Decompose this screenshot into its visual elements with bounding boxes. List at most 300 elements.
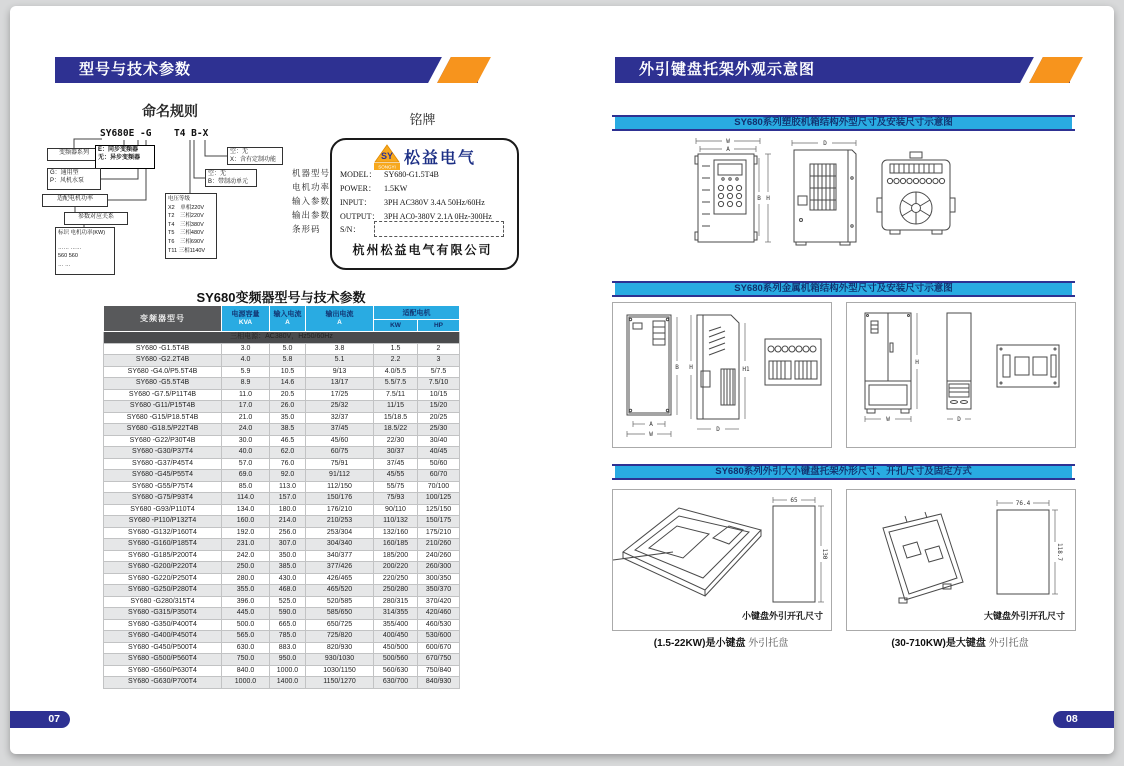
param-map-label: 参数对应关系 (77, 214, 114, 220)
table-row (104, 435, 460, 447)
table-cell: 38.5 (270, 424, 306, 436)
table-row (104, 619, 460, 631)
table-cell: 350.0 (270, 550, 306, 562)
table-cell: SY680 -G37/P45T4 (104, 458, 222, 470)
table-cell: 300/350 (418, 573, 460, 585)
table-cell: 21.0 (222, 412, 270, 424)
table-cell: 75/93 (374, 493, 418, 505)
nameplate-side-label: 机器型号 (292, 168, 331, 178)
table-cell: 176/210 (306, 504, 374, 516)
table-cell: 820/930 (306, 642, 374, 654)
nameplate-side-label: 条形码 (292, 224, 321, 234)
voltage-option: T2 三相220V (168, 213, 204, 220)
table-cell: 930/1030 (306, 654, 374, 666)
power-supply-note-row (104, 332, 460, 344)
table-row (104, 608, 460, 620)
naming-box-series-label: 变频器系列 (58, 150, 89, 156)
table-cell: 7.5/11 (374, 389, 418, 401)
table-row (104, 665, 460, 677)
sync-option-none: 无：异步变频器 (98, 154, 141, 161)
table-cell: 5.5/7.5 (374, 378, 418, 390)
nameplate-row-input (340, 197, 510, 210)
model-code-prefix: SY680E -G (100, 128, 152, 139)
table-cell: 35.0 (270, 412, 306, 424)
table-cell: 4.0 (222, 355, 270, 367)
table-cell: SY680 -G280/315T4 (104, 596, 222, 608)
table-cell: 10.5 (270, 366, 306, 378)
table-cell: 4.0/5.5 (374, 366, 418, 378)
table-cell: 175/210 (418, 527, 460, 539)
svg-text:118.7: 118.7 (1056, 542, 1063, 562)
table-cell: 785.0 (270, 631, 306, 643)
table-cell: 192.0 (222, 527, 270, 539)
table-cell: 750/840 (418, 665, 460, 677)
svg-text:W: W (726, 138, 730, 145)
table-cell: SY680 -G30/P37T4 (104, 447, 222, 459)
brake-option-b: B：带制动单元 (208, 178, 249, 185)
company-name: 杭州松益电气有限公司 (352, 243, 493, 257)
voltage-option: T11 三相1140V (168, 247, 206, 254)
brake-option-none: 空：无 (208, 171, 227, 177)
table-cell: SY680 -G500/P560T4 (104, 654, 222, 666)
table-cell: 10/15 (418, 389, 460, 401)
svg-text:A: A (726, 146, 730, 153)
table-cell: 396.0 (222, 596, 270, 608)
table-cell: SY680 -P110/P132T4 (104, 516, 222, 528)
table-cell: 75/91 (306, 458, 374, 470)
column-header-output-current (306, 306, 374, 332)
table-cell: SY680 -G400/P450T4 (104, 631, 222, 643)
table-cell: 22/30 (374, 435, 418, 447)
voltage-option: T5 三相480V (168, 230, 204, 237)
model-code-suffix: T4 B-X (174, 128, 209, 139)
table-cell: SY680 -G200/P220T4 (104, 562, 222, 574)
table-cell: 2 (418, 343, 460, 355)
table-cell: 1.5 (374, 343, 418, 355)
custom-option-none: 空：无 (230, 149, 249, 155)
table-cell: SY680 -G160/P185T4 (104, 539, 222, 551)
table-cell: 134.0 (222, 504, 270, 516)
nameplate-field-label: MODEL： (340, 170, 377, 179)
table-row (104, 504, 460, 516)
table-cell: 231.0 (222, 539, 270, 551)
small-tray-caption-note: 外引托盘 (748, 638, 789, 649)
table-cell: SY680 -G315/P350T4 (104, 608, 222, 620)
nameplate-field-value: 3PH AC380V 3.4A 50Hz/60Hz (384, 198, 485, 207)
metal-chassis-wallmount-box (612, 302, 832, 448)
column-header-input-current (270, 306, 306, 332)
table-cell: 520/585 (306, 596, 374, 608)
table-row (104, 447, 460, 459)
page-number-left: 07 (10, 711, 70, 728)
table-cell: 150/175 (418, 516, 460, 528)
svg-text:A: A (649, 421, 653, 428)
table-cell: 500/560 (374, 654, 418, 666)
table-cell: SY680 -G93/P110T4 (104, 504, 222, 516)
large-tray-caption-range: (30-710KW)是大键盘 (891, 638, 986, 649)
svg-text:SY: SY (380, 151, 394, 161)
table-row (104, 539, 460, 551)
table-cell: SY680 -G4.0/P5.5T4B (104, 366, 222, 378)
table-row (104, 378, 460, 390)
custom-option-x: X：含有定制功能 (230, 156, 277, 163)
table-cell: 37/45 (306, 424, 374, 436)
table-cell: 220/250 (374, 573, 418, 585)
column-title: 输入电流 (273, 310, 302, 318)
table-cell: 91/112 (306, 470, 374, 482)
brand-name: 松益电气 (404, 150, 477, 167)
table-cell: 1000.0 (222, 677, 270, 689)
table-row (104, 343, 460, 355)
table-cell: 370/420 (418, 596, 460, 608)
table-cell: 314/355 (374, 608, 418, 620)
power-mark-row: … … (58, 261, 71, 268)
table-row (104, 573, 460, 585)
svg-text:D: D (823, 140, 827, 147)
table-cell: 450/500 (374, 642, 418, 654)
right-section-header (615, 57, 1070, 83)
table-cell: 8.9 (222, 378, 270, 390)
naming-diagram (42, 126, 294, 291)
nameplate-field-label: POWER： (340, 184, 376, 193)
table-cell: 24.0 (222, 424, 270, 436)
spec-table (103, 305, 460, 689)
power-supply-note: 三相电源：AC380V，Hz50/60Hz (104, 332, 460, 344)
table-cell: SY680 -G630/P700T4 (104, 677, 222, 689)
table-cell: 150/176 (306, 493, 374, 505)
table-row (104, 493, 460, 505)
table-cell: 650/725 (306, 619, 374, 631)
table-cell: 445.0 (222, 608, 270, 620)
table-cell: 214.0 (270, 516, 306, 528)
table-cell: 5.0 (270, 343, 306, 355)
table-cell: 840/930 (418, 677, 460, 689)
table-row (104, 355, 460, 367)
table-cell: 3.0 (222, 343, 270, 355)
table-row (104, 677, 460, 689)
spec-table-body (104, 332, 460, 689)
table-cell: SY680 -G220/P250T4 (104, 573, 222, 585)
nameplate-side-label: 输入参数 (292, 196, 331, 206)
small-keypad-tray-box (612, 489, 832, 631)
page-number-right: 08 (1053, 711, 1114, 728)
table-cell: 46.5 (270, 435, 306, 447)
table-cell: 180.0 (270, 504, 306, 516)
table-cell: 185/200 (374, 550, 418, 562)
table-cell: 11.0 (222, 389, 270, 401)
table-cell: SY680 -G22/P30T4B (104, 435, 222, 447)
table-cell: 30/37 (374, 447, 418, 459)
banner-metal-chassis: SY680系列金属机箱结构外型尺寸及安装尺寸示意图 (612, 281, 1075, 297)
table-cell: SY680 -G132/P160T4 (104, 527, 222, 539)
table-cell: 256.0 (270, 527, 306, 539)
svg-text:W: W (886, 416, 890, 423)
table-cell: 465/520 (306, 585, 374, 597)
table-cell: 40/45 (418, 447, 460, 459)
table-cell: 90/110 (374, 504, 418, 516)
plastic-bottom-fan-view-drawing (876, 150, 956, 242)
table-cell: 62.0 (270, 447, 306, 459)
table-row (104, 654, 460, 666)
plastic-front-view-drawing (688, 136, 774, 248)
table-cell: 92.0 (270, 470, 306, 482)
table-cell: 340/377 (306, 550, 374, 562)
left-section-header (55, 57, 478, 83)
table-cell: 665.0 (270, 619, 306, 631)
svg-text:D: D (716, 426, 720, 433)
spec-table-title: SY680变频器型号与技术参数 (196, 290, 366, 305)
power-mark-header: 标识 电机功率(KW) (58, 230, 106, 236)
table-cell: 460/530 (418, 619, 460, 631)
table-cell: 280/315 (374, 596, 418, 608)
table-cell: 11/15 (374, 401, 418, 413)
naming-rules-title: 命名规则 (142, 103, 198, 119)
table-cell: SY680 -G18.5/P22T4B (104, 424, 222, 436)
table-cell: SY680 -G7.5/P11T4B (104, 389, 222, 401)
table-cell: 670/750 (418, 654, 460, 666)
nameplate-row-model (340, 169, 510, 182)
metal-chassis-cabinet-box (846, 302, 1076, 448)
svg-text:76.4: 76.4 (1015, 500, 1031, 507)
table-cell: 1400.0 (270, 677, 306, 689)
column-unit: KVA (238, 318, 253, 326)
table-cell: SY680 -G450/P500T4 (104, 642, 222, 654)
svg-text:B: B (675, 364, 679, 371)
table-cell: 110/132 (374, 516, 418, 528)
table-cell: 85.0 (222, 481, 270, 493)
nameplate-side-label: 输出参数 (292, 210, 331, 220)
table-cell: 25/32 (306, 401, 374, 413)
table-row (104, 412, 460, 424)
table-cell: 60/70 (418, 470, 460, 482)
table-cell: 1000.0 (270, 665, 306, 677)
table-row (104, 389, 460, 401)
metal-wallmount-drawing (613, 303, 831, 447)
table-cell: 355/400 (374, 619, 418, 631)
svg-text:SONGYI: SONGYI (378, 164, 396, 170)
naming-box-custom-function (227, 147, 283, 165)
table-row (104, 562, 460, 574)
table-cell: 253/304 (306, 527, 374, 539)
table-cell: 160.0 (222, 516, 270, 528)
table-cell: 30.0 (222, 435, 270, 447)
column-unit: A (337, 318, 342, 326)
nameplate-field-value: SY680-G1.5T4B (384, 170, 439, 179)
large-tray-caption-note: 外引托盘 (988, 638, 1029, 649)
nameplate-title: 铭牌 (409, 112, 436, 127)
table-cell: 560/630 (374, 665, 418, 677)
banner-plastic-chassis: SY680系列塑胶机箱结构外型尺寸及安装尺寸示意图 (612, 115, 1075, 131)
table-cell: 45/60 (306, 435, 374, 447)
column-title: 输出电流 (325, 310, 354, 318)
column-unit: A (285, 318, 290, 326)
table-cell: 13/17 (306, 378, 374, 390)
table-row (104, 424, 460, 436)
table-cell: 69.0 (222, 470, 270, 482)
power-mark-row: …… …… (58, 244, 82, 251)
table-cell: 113.0 (270, 481, 306, 493)
table-cell: 590.0 (270, 608, 306, 620)
duty-option-p: P：风机水泵 (50, 177, 85, 184)
table-cell: 2.2 (374, 355, 418, 367)
table-cell: SY680 -G2.2T4B (104, 355, 222, 367)
table-row (104, 550, 460, 562)
column-header-model: 变频器型号 (104, 306, 222, 332)
table-cell: 565.0 (222, 631, 270, 643)
power-mark-row: 560 560 (58, 253, 78, 260)
svg-text:H: H (766, 195, 770, 202)
table-cell: 210/260 (418, 539, 460, 551)
table-cell: 157.0 (270, 493, 306, 505)
table-cell: 14.6 (270, 378, 306, 390)
naming-box-brake-unit (205, 169, 257, 187)
nameplate-row-power (340, 183, 510, 196)
table-cell: 350/370 (418, 585, 460, 597)
svg-text:D: D (957, 416, 961, 423)
naming-box-duty-type (47, 168, 101, 190)
table-cell: 32/37 (306, 412, 374, 424)
nameplate-field-value: 1.5KW (384, 184, 408, 193)
table-cell: 420/460 (418, 608, 460, 620)
table-cell: 20/25 (418, 412, 460, 424)
table-cell: 70/100 (418, 481, 460, 493)
table-row (104, 481, 460, 493)
large-tray-caption (846, 634, 1074, 649)
table-cell: 15/20 (418, 401, 460, 413)
table-cell: 57.0 (222, 458, 270, 470)
nameplate-side-label: 电机功率 (292, 182, 331, 192)
table-cell: 250.0 (222, 562, 270, 574)
table-cell: SY680 -G185/P200T4 (104, 550, 222, 562)
songyi-logo-icon (374, 144, 400, 171)
table-cell: 210/253 (306, 516, 374, 528)
table-cell: 40.0 (222, 447, 270, 459)
table-cell: 500.0 (222, 619, 270, 631)
left-section-title: 型号与技术参数 (79, 61, 192, 78)
table-cell: 132/160 (374, 527, 418, 539)
table-cell: 5.1 (306, 355, 374, 367)
table-cell: 200/220 (374, 562, 418, 574)
table-row (104, 596, 460, 608)
nameplate-field-label: OUTPUT： (340, 212, 380, 221)
table-cell: SY680 -G15/P18.5T4B (104, 412, 222, 424)
table-cell: 3.8 (306, 343, 374, 355)
table-cell: 883.0 (270, 642, 306, 654)
svg-text:65: 65 (790, 497, 798, 504)
table-cell: SY680 -G350/P400T4 (104, 619, 222, 631)
svg-text:H: H (915, 359, 919, 366)
table-cell: 240/260 (418, 550, 460, 562)
table-cell: 600/670 (418, 642, 460, 654)
table-cell: SY680 -G560/P630T4 (104, 665, 222, 677)
table-cell: 260/300 (418, 562, 460, 574)
banner-keypad-tray: SY680系列外引大小键盘托架外形尺寸、开孔尺寸及固定方式 (612, 464, 1075, 480)
table-cell: 280.0 (222, 573, 270, 585)
duty-option-g: G：通用型 (50, 170, 79, 176)
table-cell: 17/25 (306, 389, 374, 401)
naming-box-series (47, 148, 101, 161)
column-header-kw: KW (374, 320, 418, 332)
svg-text:H: H (689, 364, 693, 371)
plastic-side-view-drawing (786, 138, 864, 246)
serial-number-barcode-box (374, 221, 504, 237)
svg-text:H1: H1 (742, 366, 750, 373)
table-row (104, 470, 460, 482)
table-cell: 377/426 (306, 562, 374, 574)
table-row (104, 366, 460, 378)
table-row (104, 631, 460, 643)
table-cell: 25/30 (418, 424, 460, 436)
table-cell: 468.0 (270, 585, 306, 597)
table-cell: 37/45 (374, 458, 418, 470)
table-cell: 60/75 (306, 447, 374, 459)
column-header-motor-group: 适配电机 (374, 306, 460, 320)
table-row (104, 458, 460, 470)
table-cell: 5/7.5 (418, 366, 460, 378)
table-cell: 18.5/22 (374, 424, 418, 436)
voltage-option: T6 三相690V (168, 238, 204, 245)
svg-text:B: B (757, 195, 761, 202)
table-cell: 5.8 (270, 355, 306, 367)
nameplate-field-label: INPUT： (340, 198, 372, 207)
naming-box-voltage-class (165, 193, 217, 259)
column-header-hp: HP (418, 320, 460, 332)
table-cell: SY680 -G250/P280T4 (104, 585, 222, 597)
table-cell: 355.0 (222, 585, 270, 597)
table-cell: 630/700 (374, 677, 418, 689)
table-cell: 1150/1270 (306, 677, 374, 689)
table-cell: 530/600 (418, 631, 460, 643)
table-cell: 750.0 (222, 654, 270, 666)
small-tray-caption (612, 634, 830, 649)
table-cell: 840.0 (222, 665, 270, 677)
table-cell: 15/18.5 (374, 412, 418, 424)
table-cell: 400/450 (374, 631, 418, 643)
table-cell: SY680 -G1.5T4B (104, 343, 222, 355)
nameplate-field-label: S/N： (340, 225, 361, 234)
table-row (104, 585, 460, 597)
table-cell: 5.9 (222, 366, 270, 378)
metal-cabinet-drawing (847, 303, 1075, 447)
table-cell: 114.0 (222, 493, 270, 505)
naming-box-motor-power (42, 194, 108, 207)
table-cell: 100/125 (418, 493, 460, 505)
table-row (104, 516, 460, 528)
voltage-class-header: 电压等级 (168, 196, 191, 202)
naming-box-power-marks (55, 227, 115, 275)
large-tray-opening-label: 大键盘外引开孔尺寸 (983, 611, 1065, 621)
motor-power-label: 适配电机功率 (56, 196, 93, 202)
table-cell: SY680 -G75/P93T4 (104, 493, 222, 505)
table-cell: 307.0 (270, 539, 306, 551)
table-cell: 7.5/10 (418, 378, 460, 390)
large-keypad-tray-box (846, 489, 1076, 631)
table-cell: SY680 -G45/P55T4 (104, 470, 222, 482)
table-cell: 9/13 (306, 366, 374, 378)
table-cell: SY680 -G55/P75T4 (104, 481, 222, 493)
table-cell: 17.0 (222, 401, 270, 413)
table-cell: 50/60 (418, 458, 460, 470)
table-cell: 304/340 (306, 539, 374, 551)
table-cell: 20.5 (270, 389, 306, 401)
table-cell: 950.0 (270, 654, 306, 666)
table-cell: SY680 -G11/P15T4B (104, 401, 222, 413)
table-cell: 1030/1150 (306, 665, 374, 677)
voltage-option: X2 单相220V (168, 204, 205, 211)
table-row (104, 642, 460, 654)
table-cell: 242.0 (222, 550, 270, 562)
table-cell: 45/55 (374, 470, 418, 482)
